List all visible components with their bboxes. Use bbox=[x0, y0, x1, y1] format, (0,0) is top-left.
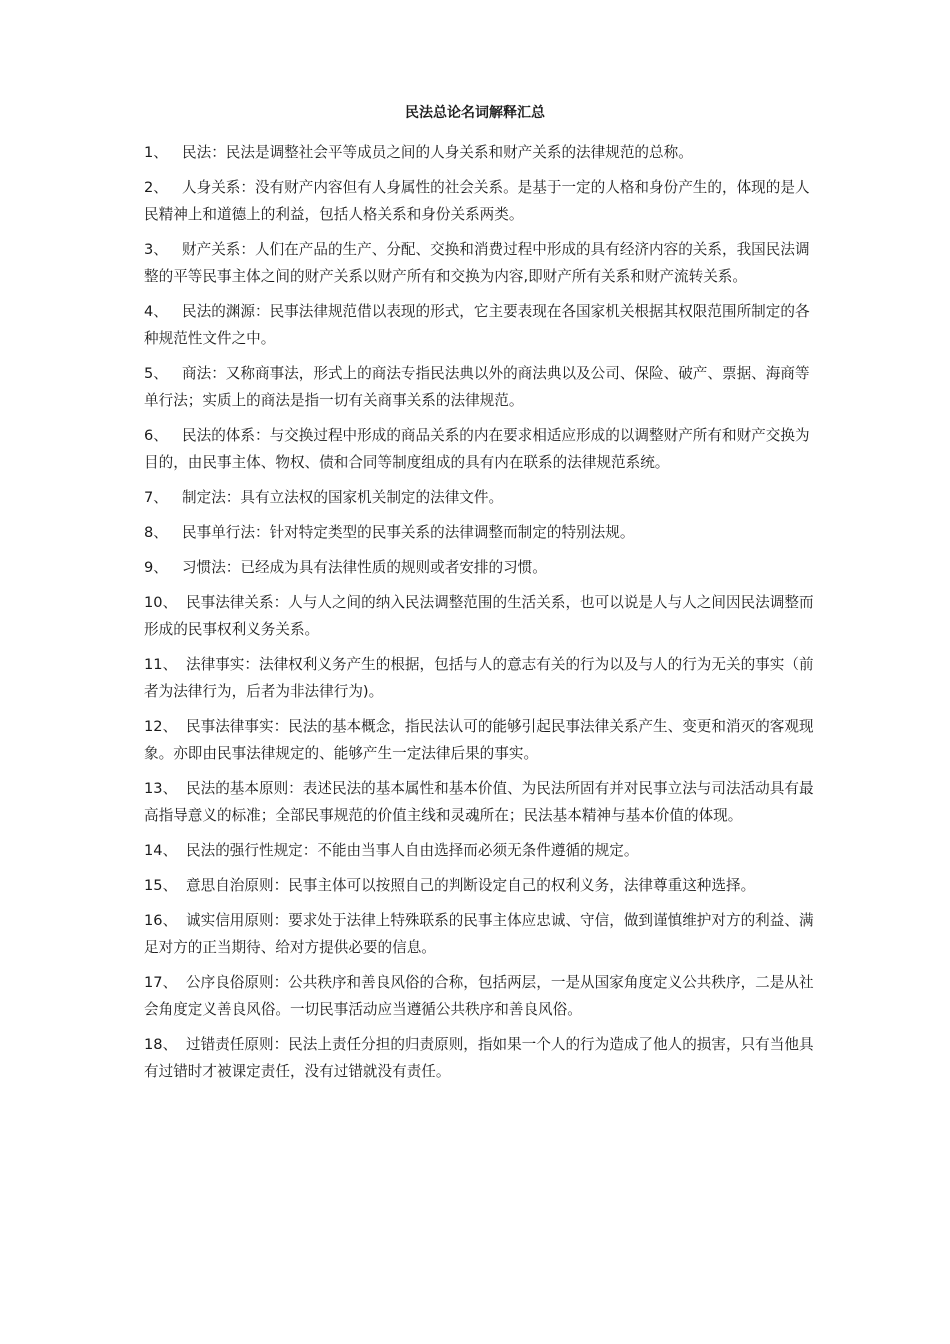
entry-text: 民事法律关系：人与人之间的纳入民法调整范围的生活关系，也可以说是人与人之间因民法调整而形成的民事权利义务关系。 bbox=[144, 594, 814, 638]
entry-text: 过错责任原则：民法上责任分担的归责原则，指如果一个人的行为造成了他人的损害，只有当他具有过错时才被课定责任，没有过错就没有责任。 bbox=[144, 1036, 814, 1080]
entry-text: 人身关系：没有财产内容但有人身属性的社会关系。是基于一定的人格和身份产生的，体现的是人民精神上和道德上的利益，包括人格关系和身份关系两类。 bbox=[144, 179, 810, 223]
entry-text: 民事单行法：针对特定类型的民事关系的法律调整而制定的特别法规。 bbox=[182, 524, 635, 541]
definition-entry bbox=[144, 969, 824, 1023]
entry-text: 法律事实：法律权利义务产生的根据，包括与人的意志有关的行为以及与人的行为无关的事实（前者为法律行为，后者为非法律行为)。 bbox=[144, 656, 814, 700]
entry-number: 11、 bbox=[144, 656, 178, 673]
entry-number: 5、 bbox=[144, 365, 168, 382]
definition-entry bbox=[144, 1031, 824, 1085]
definition-list bbox=[144, 139, 824, 1093]
entry-number: 3、 bbox=[144, 241, 168, 258]
entry-text: 民事法律事实：民法的基本概念，指民法认可的能够引起民事法律关系产生、变更和消灭的客观现象。亦即由民事法律规定的、能够产生一定法律后果的事实。 bbox=[144, 718, 814, 762]
entry-number: 13、 bbox=[144, 780, 178, 797]
entry-number: 8、 bbox=[144, 524, 168, 541]
entry-number: 9、 bbox=[144, 559, 168, 576]
definition-entry bbox=[144, 651, 824, 705]
entry-number: 17、 bbox=[144, 974, 178, 991]
entry-number: 14、 bbox=[144, 842, 178, 859]
entry-number: 7、 bbox=[144, 489, 168, 506]
definition-entry bbox=[144, 360, 824, 414]
entry-text: 民法：民法是调整社会平等成员之间的人身关系和财产关系的法律规范的总称。 bbox=[182, 144, 693, 161]
definition-entry bbox=[144, 713, 824, 767]
entry-text: 民法的渊源：民事法律规范借以表现的形式，它主要表现在各国家机关根据其权限范围所制定的各种规范性文件之中。 bbox=[144, 303, 810, 347]
entry-text: 民法的体系：与交换过程中形成的商品关系的内在要求相适应形成的以调整财产所有和财产交换为目的，由民事主体、物权、债和合同等制度组成的具有内在联系的法律规范系统。 bbox=[144, 427, 810, 471]
entry-text: 民法的强行性规定：不能由当事人自由选择而必须无条件遵循的规定。 bbox=[186, 842, 639, 859]
entry-text: 诚实信用原则：要求处于法律上特殊联系的民事主体应忠诚、守信，做到谨慎维护对方的利益、满足对方的正当期待、给对方提供必要的信息。 bbox=[144, 912, 814, 956]
entry-number: 4、 bbox=[144, 303, 168, 320]
entry-number: 18、 bbox=[144, 1036, 178, 1053]
entry-number: 1、 bbox=[144, 144, 168, 161]
entry-number: 10、 bbox=[144, 594, 178, 611]
entry-number: 2、 bbox=[144, 179, 168, 196]
entry-number: 16、 bbox=[144, 912, 178, 929]
entry-number: 15、 bbox=[144, 877, 178, 894]
definition-entry bbox=[144, 139, 824, 166]
definition-entry bbox=[144, 775, 824, 829]
entry-number: 6、 bbox=[144, 427, 168, 444]
entry-text: 制定法：具有立法权的国家机关制定的法律文件。 bbox=[182, 489, 504, 506]
entry-text: 公序良俗原则：公共秩序和善良风俗的合称，包括两层，一是从国家角度定义公共秩序，二是从社会角度定义善良风俗。一切民事活动应当遵循公共秩序和善良风俗。 bbox=[144, 974, 814, 1018]
entry-text: 商法：又称商事法，形式上的商法专指民法典以外的商法典以及公司、保险、破产、票据、海商等单行法；实质上的商法是指一切有关商事关系的法律规范。 bbox=[144, 365, 810, 409]
definition-entry bbox=[144, 519, 824, 546]
definition-entry bbox=[144, 422, 824, 476]
definition-entry bbox=[144, 872, 824, 899]
entry-text: 民法的基本原则：表述民法的基本属性和基本价值、为民法所固有并对民事立法与司法活动具有最高指导意义的标准；全部民事规范的价值主线和灵魂所在；民法基本精神与基本价值的体现。 bbox=[144, 780, 814, 824]
definition-entry bbox=[144, 837, 824, 864]
definition-entry bbox=[144, 174, 824, 228]
entry-number: 12、 bbox=[144, 718, 178, 735]
document-title: 民法总论名词解释汇总 bbox=[405, 105, 545, 121]
definition-entry bbox=[144, 589, 824, 643]
definition-entry bbox=[144, 298, 824, 352]
entry-text: 意思自治原则：民事主体可以按照自己的判断设定自己的权利义务，法律尊重这种选择。 bbox=[186, 877, 756, 894]
definition-entry bbox=[144, 554, 824, 581]
definition-entry bbox=[144, 907, 824, 961]
entry-text: 财产关系：人们在产品的生产、分配、交换和消费过程中形成的具有经济内容的关系，我国民法调整的平等民事主体之间的财产关系以财产所有和交换为内容,即财产所有关系和财产流转关系。 bbox=[144, 241, 810, 285]
definition-entry bbox=[144, 236, 824, 290]
entry-text: 习惯法：已经成为具有法律性质的规则或者安排的习惯。 bbox=[182, 559, 547, 576]
definition-entry bbox=[144, 484, 824, 511]
